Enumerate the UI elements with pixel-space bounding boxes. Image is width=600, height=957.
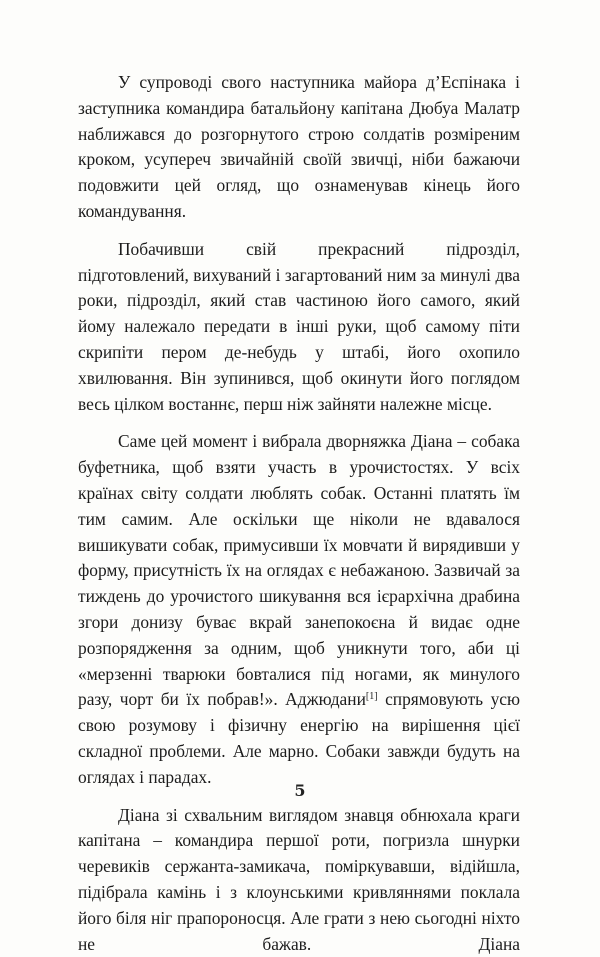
paragraph-3 xyxy=(78,429,520,790)
page-number: 5 xyxy=(294,781,306,800)
paragraph-3-text-start: Саме цей момент і вибрала дворняжка Діана – собака буфетника, щоб взяти участь в урочистостях. У всіх країнах світу солдати люблять собак. Останні платять їм тим самим. Але оскільки ще ніколи не вдавалося вишикувати собак, примусивши їх мовчати й вирядивши у форму, присутність їх на оглядах є небажаною. Зазвичай за тиждень до урочистого шикування вся ієрархічна драбина згори донизу буває вкрай занепокоєна й видає одне розпорядження за одним, щоб уникнути того, аби ці «мерзенні тварюки бовталися під ногами, як минулого разу, чорт би їх побрав!». Аджюдани xyxy=(78,431,520,710)
footnote-marker[interactable]: [1] xyxy=(365,691,378,703)
paragraph-4: Діана зі схвальним виглядом знавця обнюхала краги капітана – командира першої роти, погризла шнурки черевиків сержанта-замикача, поміркувавши, відійшла, підібрала камінь і з клоунськими кривляннями поклала його біля ніг прапороносця. Але грати з нею сьогодні ніхто не бажав. Діана xyxy=(78,804,520,954)
paragraph-1: У супроводі свого наступника майора д’Еспінака і заступника командира батальйону капітана Дюбуа Малатр наближався до розгорнутого строю солдатів розміреним кроком, усупереч звичайній своїй звичці, ніби бажаючи подовжити цей огляд, що ознаменував кінець його командування. xyxy=(78,72,520,221)
paragraph-2: Побачивши свій прекрасний підрозділ, підготовлений, вихуваний і загартований ним за минулі два роки, підрозділ, який став частиною його самого, який йому належало передати в інші руки, щоб самому піти скрипіти пером де-небудь у штабі, його охопило хвилювання. Він зупинився, щоб окинути його поглядом весь цілком востаннє, перш ніж зайняти належне місце. xyxy=(78,238,520,414)
paragraph-3-text-end: спрямовують усю свою розумову і фізичну енергію на вирішення цієї складної проблеми. Але марно. Собаки завжди будуть на оглядах і парадах. xyxy=(78,689,520,787)
body-text xyxy=(78,70,520,957)
